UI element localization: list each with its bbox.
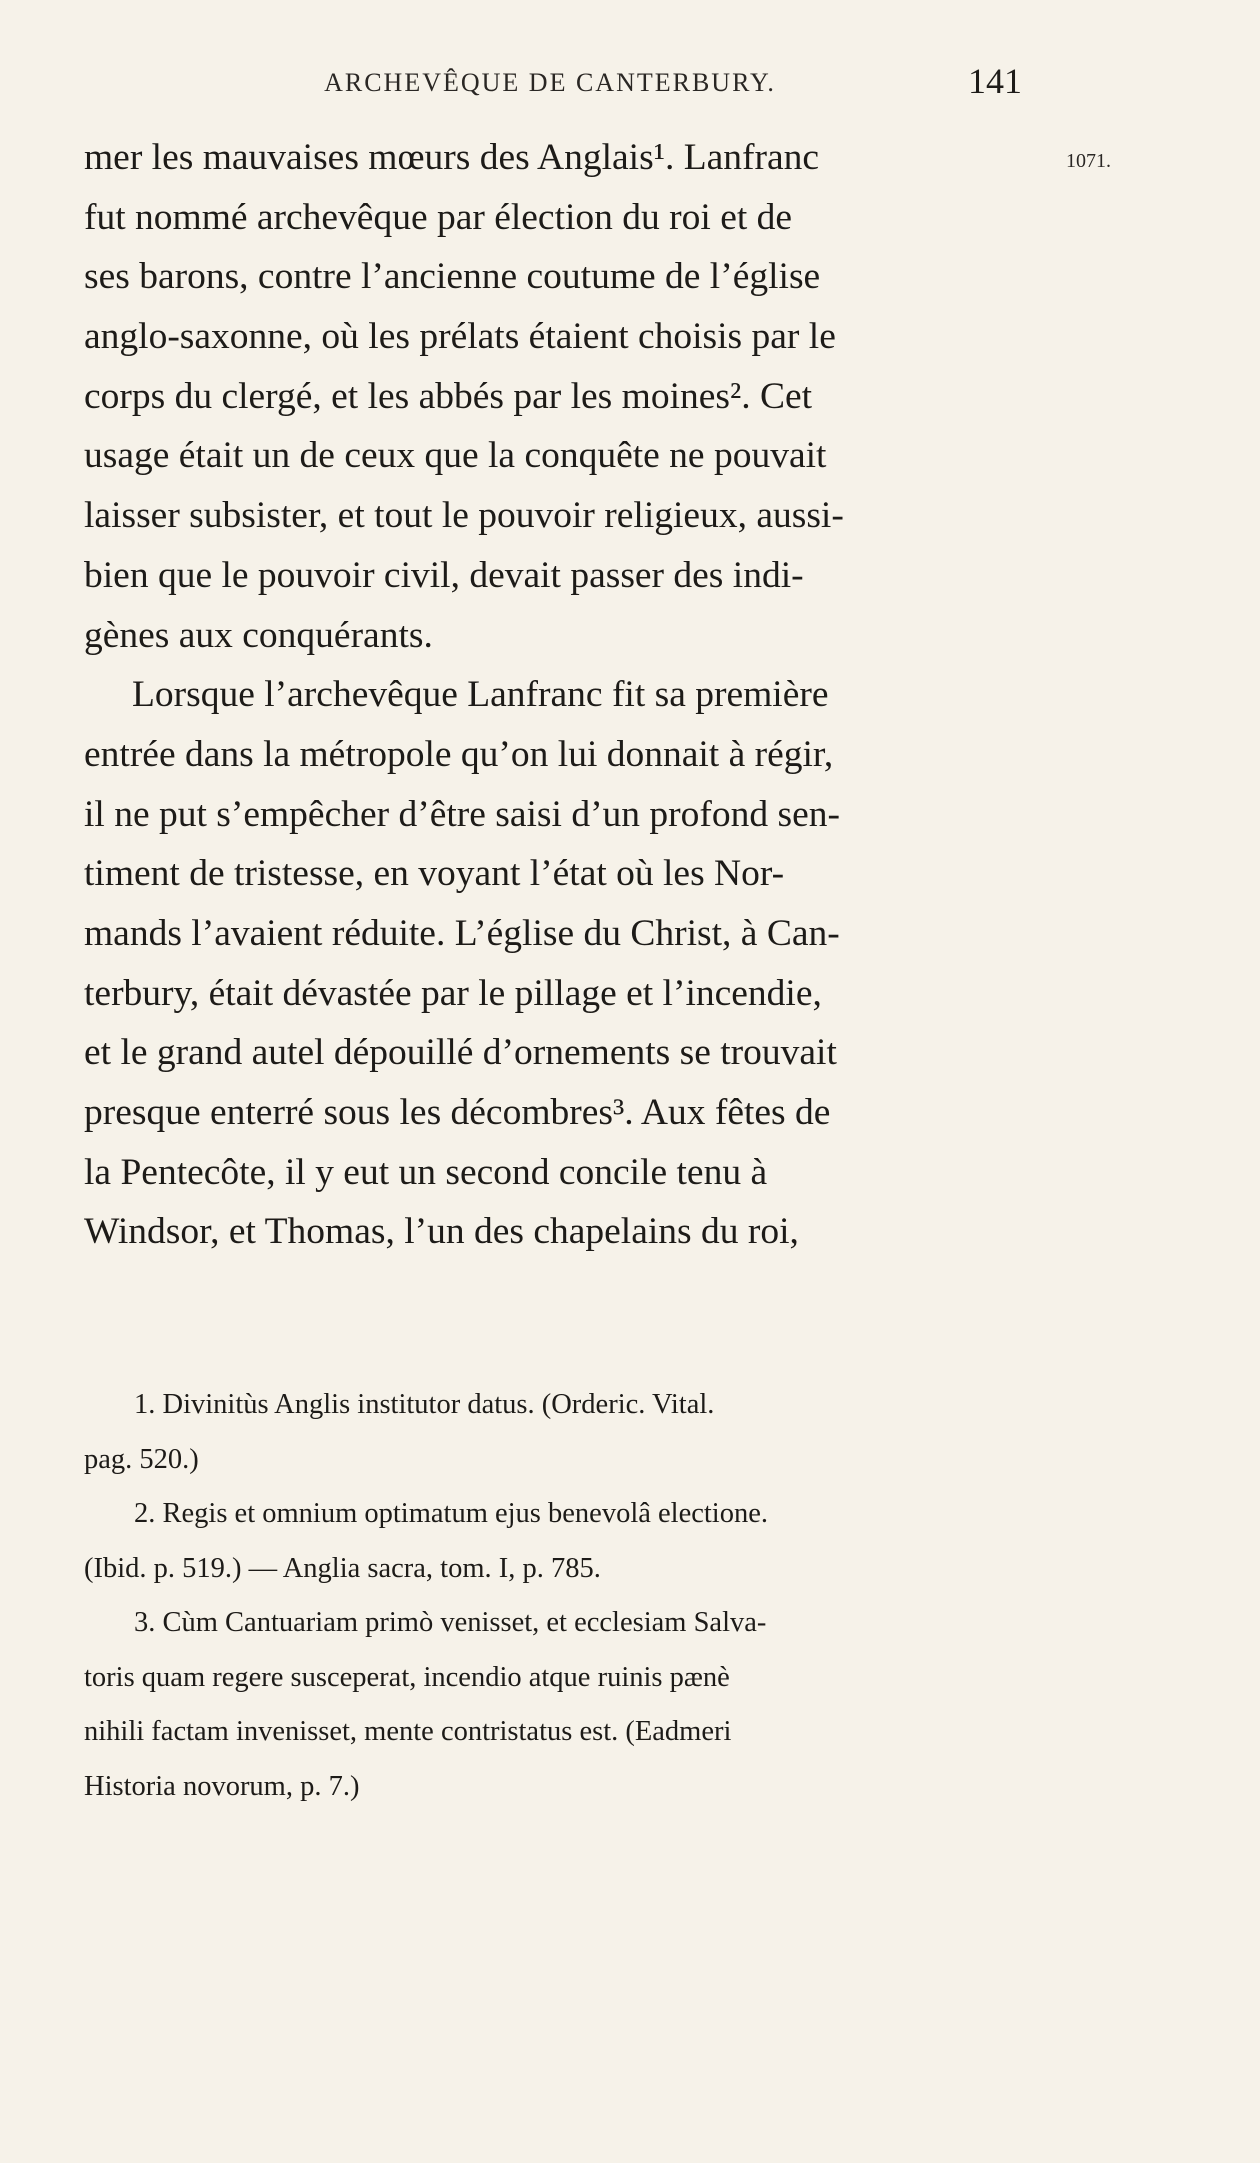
main-text bbox=[84, 128, 1044, 1262]
footnote-3-line: toris quam regere susceperat, incendio atque ruinis pænè bbox=[84, 1661, 730, 1693]
footnote-2-line: 2. Regis et omnium optimatum ejus benevolâ electione. bbox=[134, 1498, 768, 1529]
body-line: et le grand autel dépouillé d’ornements se trouvait bbox=[84, 1032, 837, 1074]
body-line: bien que le pouvoir civil, devait passer des indi- bbox=[84, 554, 804, 596]
body-line: ses barons, contre l’ancienne coutume de l’église bbox=[84, 256, 821, 298]
page-number: 141 bbox=[968, 61, 1022, 101]
running-head-title: ARCHEVÊQUE DE CANTERBURY. bbox=[324, 68, 776, 97]
body-line: la Pentecôte, il y eut un second concile tenu à bbox=[84, 1151, 768, 1193]
body-line: entrée dans la métropole qu’on lui donnait à régir, bbox=[84, 733, 834, 775]
body-line: il ne put s’empêcher d’être saisi d’un profond sen- bbox=[84, 793, 841, 835]
body-line: usage était un de ceux que la conquête ne pouvait bbox=[84, 435, 827, 477]
body-line: presque enterré sous les décombres³. Aux fêtes de bbox=[84, 1092, 831, 1133]
body-line: gènes aux conquérants. bbox=[84, 614, 433, 656]
body-line: mer les mauvaises mœurs des Anglais¹. Lanfranc bbox=[84, 137, 820, 178]
paragraph-start-line: Lorsque l’archevêque Lanfranc fit sa première bbox=[132, 674, 829, 716]
body-line: anglo-saxonne, où les prélats étaient choisis par le bbox=[84, 316, 836, 358]
footnote-3-line: 3. Cùm Cantuariam primò venisset, et ecclesiam Salva- bbox=[134, 1607, 767, 1638]
body-line: mands l’avaient réduite. L’église du Christ, à Can- bbox=[84, 912, 840, 954]
body-line: terbury, était dévastée par le pillage et l’incendie, bbox=[84, 972, 822, 1014]
body-line: laisser subsister, et tout le pouvoir religieux, aussi- bbox=[84, 495, 844, 537]
footnote-3-line: nihili factam invenisset, mente contristatus est. (Eadmeri bbox=[84, 1716, 732, 1747]
body-line: corps du clergé, et les abbés par les moines². Cet bbox=[84, 375, 813, 417]
footnote-2-line: (Ibid. p. 519.) — Anglia sacra, tom. I, p. 785. bbox=[84, 1552, 601, 1584]
body-line: Windsor, et Thomas, l’un des chapelains du roi, bbox=[84, 1211, 799, 1253]
margin-year-note: 1071. bbox=[1066, 150, 1111, 172]
footnote-1-line: 1. Divinitùs Anglis institutor datus. (Orderic. Vital. bbox=[134, 1389, 715, 1420]
footnotes bbox=[84, 1378, 1044, 1814]
body-line: timent de tristesse, en voyant l’état où les Nor- bbox=[84, 853, 785, 895]
footnote-1-line: pag. 520.) bbox=[84, 1443, 199, 1475]
body-line: fut nommé archevêque par élection du roi et de bbox=[84, 196, 793, 238]
footnote-3-line: Historia novorum, p. 7.) bbox=[84, 1770, 360, 1802]
